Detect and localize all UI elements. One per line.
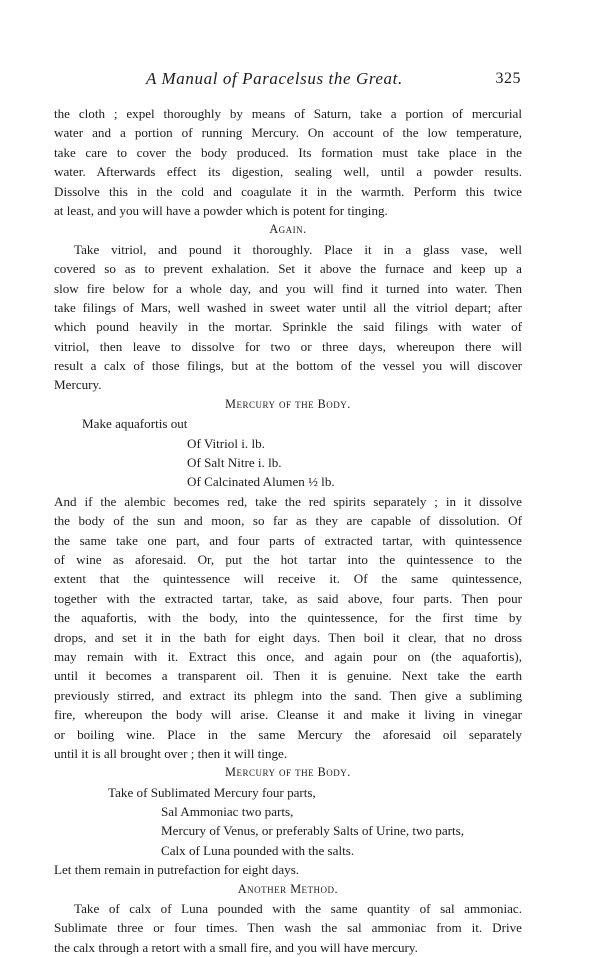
text-line: the calx through a retort with a small fire, and you will have mercury.: [54, 939, 418, 955]
recipe-item: Of Salt Nitre i. lb.: [187, 455, 282, 471]
recipe-item: Of Calcinated Alumen ½ lb.: [187, 474, 335, 490]
body-text: [54, 104, 522, 957]
text-line: vitriol, then leave to dissolve for two or three days, whereupon there will: [54, 338, 522, 354]
recipe-item: Take of Sublimated Mercury four parts,: [108, 784, 316, 800]
text-line: water. Afterwards effect its digestion, sealing well, until a powder results.: [54, 164, 522, 180]
text-line: the same take one part, and four parts of extracted tartar, with quintessence: [54, 532, 522, 548]
text-line: the aquafortis, with the body, into the quintessence, for the first time by: [54, 610, 522, 626]
text-line: extent that the quintessence will receive it. Of the same quintessence,: [54, 571, 522, 587]
recipe-item: Calx of Luna pounded with the salts.: [161, 842, 355, 858]
section-heading: Again.: [269, 222, 307, 237]
text-line: Sublimate three or four times. Then wash the sal ammoniac from it. Drive: [54, 920, 522, 936]
text-line: or boiling wine. Place in the same Mercury the aforesaid oil separately: [54, 726, 522, 742]
text-line: Take of calx of Luna pounded with the same quantity of sal ammoniac.: [74, 901, 522, 917]
text-line: of wine as aforesaid. Or, put the hot tartar into the quintessence to the: [54, 551, 522, 567]
text-line: fire, whereupon the body will arise. Cleanse it and make it living in vinegar: [54, 707, 522, 723]
text-line: And if the alembic becomes red, take the red spirits separately ; in it dissolve: [54, 493, 522, 509]
text-line: until it becomes a transparent oil. Then it is genuine. Next take the earth: [54, 668, 522, 684]
text-line: may remain with it. Extract this once, and again pour on (the aquafortis),: [54, 648, 522, 664]
section-heading: Another Method.: [237, 881, 339, 896]
text-line: Make aquafortis out: [82, 416, 188, 432]
text-line: Take vitriol, and pound it thoroughly. Place it in a glass vase, well: [74, 241, 522, 257]
text-line: the cloth ; expel thoroughly by means of Saturn, take a portion of mercurial: [54, 106, 522, 121]
text-line: take care to cover the body produced. Its formation must take place in the: [54, 144, 522, 160]
text-line: the body of the sun and moon, so far as they are capable of dissolution. Of: [54, 513, 522, 529]
text-line: together with the extracted tartar, take, as said above, four parts. Then pour: [54, 590, 522, 606]
text-line: water and a portion of running Mercury. On account of the low temperature,: [54, 125, 522, 141]
text-line: at least, and you will have a powder which is potent for tinging.: [54, 202, 388, 218]
text-line: until it is all brought over ; then it will tinge.: [54, 745, 288, 761]
text-line: take filings of Mars, well washed in sweet water until all the vitriol depart; after: [54, 299, 522, 315]
recipe-item: Mercury of Venus, or preferably Salts of Urine, two parts,: [161, 823, 465, 839]
text-line: previously stirred, and extract its phlegm into the sand. Then give a subliming: [54, 687, 522, 703]
running-header: [54, 69, 521, 91]
text-line: Mercury.: [54, 377, 102, 393]
text-line: Dissolve this in the cold and coagulate it in the warmth. Perform this twice: [54, 183, 522, 199]
text-line: Let them remain in putrefaction for eight days.: [54, 862, 300, 878]
page-number: 325: [495, 70, 521, 87]
text-line: result a calx of those filings, but at the bottom of the vessel you will discover: [54, 358, 522, 374]
section-heading: Mercury of the Body.: [225, 765, 351, 780]
text-line: drops, and set it in the bath for eight days. Then boil it clear, that no dross: [54, 629, 522, 645]
text-line: which pound heavily in the mortar. Sprinkle the said filings with water of: [54, 319, 522, 335]
text-line: slow fire below for a whole day, and you will find it turned into water. Then: [54, 280, 522, 296]
recipe-item: Sal Ammoniac two parts,: [161, 804, 294, 820]
section-heading: Mercury of the Body.: [225, 396, 351, 411]
text-line: covered so as to prevent exhalation. Set it above the furnace and keep up a: [54, 261, 522, 277]
running-title: A Manual of Paracelsus the Great.: [146, 69, 403, 88]
recipe-item: Of Vitriol i. lb.: [187, 435, 265, 451]
